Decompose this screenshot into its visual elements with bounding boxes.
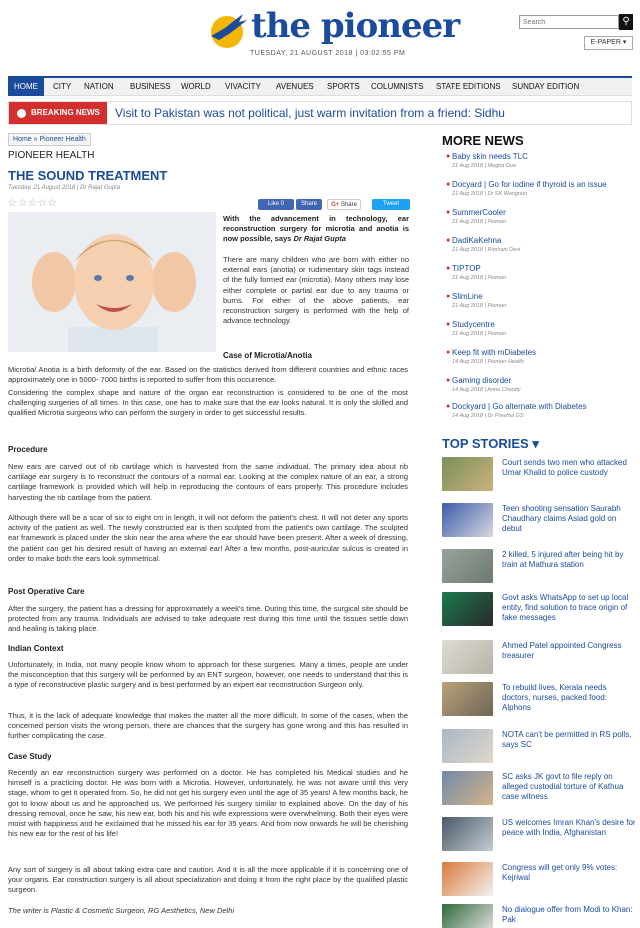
more-news-meta: 21 Aug 2018 | Pioneer	[452, 303, 507, 309]
search-input[interactable]	[519, 15, 619, 29]
article-paragraph: Although there will be a scar of six to eight cm in length, it will not deform the patient's chest. It will not deter any sports activity of the patient as well. The newly constructed ear is then sculpted from the patient's own cartilage. The sculpted ear framework is placed under the skin near the area where the ear should have been present. After a week of dressing, the patient can get his desired result of having an external ear! After a few months, post-auricular sulcus is created in order to make both the ears look symmetrical.	[8, 513, 408, 563]
more-news-item[interactable]	[446, 348, 634, 366]
more-news-title[interactable]: TIPTOP	[452, 264, 481, 273]
lead-text: With the advancement in technology, ear reconstruction surgery for microtia and anotia is now possible, says	[223, 214, 409, 244]
rating-stars[interactable]: ☆☆☆☆☆	[8, 198, 58, 209]
story-title[interactable]: No dialogue offer from Modi to Khan: Pak	[502, 905, 633, 924]
story-title[interactable]: US welcomes Imran Khan's desire for peace with India, Afghanistan	[502, 818, 636, 837]
story-title[interactable]: Court sends two men who attacked Umar Khalid to police custody	[502, 458, 627, 477]
google-plus-share-button[interactable]	[327, 199, 361, 210]
article-paragraph: Unfortunately, in India, not many people know whom to approach for these surgeries. Many a times, people are under the misconception that this surgery will be performed by an ENT surgeon, however, one needs to understand that this is a type of reconstructive plastic surgery and is best performed by an expert ear reconstruction Surgeon only.	[8, 660, 408, 690]
facebook-like-button[interactable]	[258, 199, 294, 210]
top-story-item[interactable]	[442, 682, 636, 722]
more-news-meta: 14 Aug 2018 | Pioneer Health	[452, 359, 524, 365]
epaper-dropdown[interactable]: E-PAPER ▾	[584, 36, 633, 50]
bullet-icon: ●	[446, 265, 451, 272]
main-nav	[8, 76, 632, 96]
share-label: Share	[300, 201, 317, 207]
top-story-item[interactable]	[442, 729, 636, 769]
more-news-item[interactable]	[446, 320, 634, 338]
more-news-title[interactable]: Baby skin needs TLC	[452, 152, 528, 161]
more-news-title[interactable]: Dockyard | Go alternate with Diabetes	[452, 402, 587, 411]
nav-world[interactable]: WORLD	[181, 82, 211, 91]
top-stories-heading[interactable]	[442, 436, 539, 452]
nav-sunday-edition[interactable]: SUNDAY EDITION	[512, 82, 580, 91]
article-paragraph: Considering the complex shape and nature of the organ ear reconstruction is considered to be one of the most challenging surgeries of all times. In this case, one has to make sure that the ear looks natural. It is only the skilled and qualified Microtia surgeons who can perform the surgery in order to get successful results.	[8, 388, 408, 418]
subheading-case: Case of Microtia/Anotia	[223, 351, 312, 360]
subheading-indian-context: Indian Context	[8, 644, 64, 653]
story-thumbnail[interactable]	[442, 640, 493, 674]
story-title[interactable]: Govt asks WhatsApp to set up local entity, find solution to trace origin of fake messages	[502, 593, 629, 622]
article-lead	[223, 214, 409, 245]
article-byline: Tuesday, 21 August 2018 | Dr Rajat Gupta	[8, 185, 121, 191]
alert-icon	[17, 109, 26, 118]
top-story-item[interactable]	[442, 592, 636, 632]
more-news-meta: 21 Aug 2018 | Pioneer	[452, 275, 507, 281]
story-title[interactable]: 2 killed, 5 injured after being hit by train at Mathura station	[502, 550, 624, 569]
nav-sports[interactable]: SPORTS	[327, 82, 360, 91]
more-news-heading: MORE NEWS	[442, 133, 524, 148]
top-story-item[interactable]	[442, 549, 636, 589]
article-paragraph: New ears are carved out of rib cartilage which is harvested from the same individual. The primary idea about rib cartilage ear surgery is to reconstruct the contours of a normal ear. Looking at the complex nature of an ear, a strong cartilage framework is provided which will help in reproducing the contours of ears properly. This procedure includes harvesting the rib cartilage from the patient.	[8, 462, 408, 502]
tweet-button[interactable]	[372, 199, 410, 210]
dateline: TUESDAY, 21 AUGUST 2018 | 03:02:55 PM	[250, 50, 406, 57]
story-title[interactable]: To rebuild lives, Kerala needs doctors, nurses, packed food: Alphons	[502, 683, 607, 712]
story-thumbnail[interactable]	[442, 904, 493, 928]
story-thumbnail[interactable]	[442, 549, 493, 583]
breaking-news-label: BREAKING NEWS	[31, 108, 100, 117]
nav-home[interactable]: HOME	[8, 78, 44, 96]
story-title[interactable]: Congress will get only 9% votes: Kejriwal	[502, 863, 618, 882]
bullet-icon: ●	[446, 293, 451, 300]
article-title: THE SOUND TREATMENT	[8, 168, 168, 183]
more-news-meta: 14 Aug 2018 | Dr Preetha GS	[452, 413, 524, 419]
story-thumbnail[interactable]	[442, 457, 493, 491]
more-news-title[interactable]: SlimLine	[452, 292, 483, 301]
breaking-news-bar	[8, 101, 632, 125]
like-label: Like 0	[267, 201, 284, 207]
story-title[interactable]: SC asks JK govt to file reply on alleged custodial torture of Kathua case witness	[502, 772, 624, 801]
breadcrumb-separator: »	[33, 136, 38, 143]
more-news-item[interactable]	[446, 208, 634, 226]
section-label: PIONEER HEALTH	[8, 150, 95, 161]
search-icon[interactable]: ⚲	[619, 14, 633, 30]
article-paragraph: Microtia/ Anotia is a birth deformity of the ear. Based on the statistics derived from different countries and ethnic races approximately one in 5000- 7000 births is reported to suffer from this occurrence.	[8, 365, 408, 385]
story-thumbnail[interactable]	[442, 729, 493, 763]
child-ears-illustration	[8, 212, 216, 352]
top-story-item[interactable]	[442, 862, 636, 902]
more-news-meta: 14 Aug 2018 | Anna Chandy	[452, 387, 521, 393]
top-story-item[interactable]	[442, 457, 636, 497]
more-news-title[interactable]: Keep fit with mDiabetes	[452, 348, 537, 357]
story-thumbnail[interactable]	[442, 862, 493, 896]
lead-author: Dr Rajat Gupta	[293, 234, 346, 244]
nav-business[interactable]: BUSINESS	[130, 82, 171, 91]
story-title[interactable]: Ahmed Patel appointed Congress treasurer	[502, 641, 622, 660]
more-news-item[interactable]	[446, 292, 634, 310]
article-paragraph: Any sort of surgery is all about taking extra care and caution. And it is all the more applicable if it is concerning one of your organs. Ear construction surgery is all about specialization and doing it from the right place by the qualified plastic surgeon.	[8, 865, 408, 895]
bullet-icon: ●	[446, 181, 451, 188]
story-thumbnail[interactable]	[442, 682, 493, 716]
bullet-icon: ●	[446, 321, 451, 328]
more-news-item[interactable]	[446, 236, 634, 254]
breaking-news-link[interactable]: Visit to Pakistan was not political, just warm invitation from a friend: Sidhu	[115, 106, 505, 120]
more-news-title[interactable]: Studycentre	[452, 320, 495, 329]
nav-nation[interactable]: NATION	[84, 82, 114, 91]
gplus-share-label: Share	[340, 202, 357, 208]
nav-columnists[interactable]: COLUMNISTS	[371, 82, 424, 91]
story-title[interactable]: NOTA can't be permitted in RS polls, says SC	[502, 730, 632, 749]
chevron-down-icon: ▾	[532, 436, 539, 451]
more-news-item[interactable]	[446, 264, 634, 282]
article-paragraph: Thus, it is the lack of adequate knowledge that makes the matter all the more difficult. In some of the cases, when the concerned person visits the wrong person, there are chances that the surgery has gone wrong and this has resulted in further complicating the case.	[8, 711, 408, 741]
breaking-news-badge	[9, 102, 107, 124]
more-news-item[interactable]	[446, 180, 634, 198]
nav-vivacity[interactable]: VIVACITY	[225, 82, 261, 91]
article-paragraph: After the surgery, the patient has a dressing for approximately a week's time. During this time, the surgical site should be protected from any trauma. Individuals are advised to take adequate rest during this time until the tissues settle down and healing is taking place.	[8, 604, 408, 634]
pioneer-logo[interactable]	[205, 6, 460, 52]
bullet-icon: ●	[446, 209, 451, 216]
bullet-icon: ●	[446, 153, 451, 160]
more-news-meta: 21 Aug 2018 | Megha Dua	[452, 163, 516, 169]
google-plus-icon: G+	[331, 202, 340, 208]
bullet-icon: ●	[446, 237, 451, 244]
nav-state-editions[interactable]: STATE EDITIONS	[436, 82, 501, 91]
more-news-title[interactable]: Docyard | Go for iodine if thyroid is an issue	[452, 180, 607, 189]
more-news-item[interactable]	[446, 376, 634, 394]
more-news-meta: 21 Aug 2018 | Roshani Devi	[452, 247, 521, 253]
top-story-item[interactable]	[442, 503, 636, 543]
nav-city[interactable]: CITY	[53, 82, 72, 91]
more-news-meta: 21 Aug 2018 | Pioneer	[452, 219, 507, 225]
top-story-item[interactable]	[442, 771, 636, 811]
top-story-item[interactable]	[442, 817, 636, 857]
breadcrumb	[8, 133, 91, 146]
article-paragraph: There are many children who are born with either no external ears (anotia) or rudimentary skin tags instead of the fully formed ear (microtia). Many others may lose either complete or partial ear due to any trauma or burns. For either of the above patients, ear reconstruction surgery is performed with the help of advance technology.	[223, 255, 409, 326]
story-title[interactable]: Teen shooting sensation Saurabh Chaudhary claims Asiad gold on debut	[502, 504, 621, 533]
article-paragraph: Recently an ear reconstruction surgery was performed on a doctor. He has completed his Medical studies and he himself is a practicing doctor. He was born with a Microtia. However, unfortunately, he was not aware until this very stage, whom to get it operated from. So, he did not get his surgery even until the age of 35 years! A few months back, he got to know about us and he approached us. We performed his surgery similar to explained above. On the day of his dressing removal, once he saw, his new ear, both his and his wife expressions were overwhelming. Both their eyes were moist with happiness and he exclaimed that he missed his ear for 35 years. And from now onwards he will be cherishing his new ear for the rest of his life!	[8, 768, 408, 839]
more-news-item[interactable]	[446, 152, 634, 170]
more-news-meta: 21 Aug 2018 | Pioneer	[452, 331, 507, 337]
article-photo	[8, 212, 216, 352]
tweet-label: Tweet	[382, 201, 399, 207]
more-news-title[interactable]: SummerCooler	[452, 208, 506, 217]
subheading-case-study: Case Study	[8, 752, 52, 761]
deer-logo-icon	[205, 10, 249, 50]
more-news-title[interactable]: Gaming disorder	[452, 376, 512, 385]
breadcrumb-home[interactable]: Home	[13, 136, 32, 143]
top-story-item[interactable]	[442, 640, 636, 680]
top-stories-label: TOP STORIES	[442, 436, 529, 451]
nav-avenues[interactable]: AVENUES	[276, 82, 314, 91]
story-thumbnail[interactable]	[442, 592, 493, 626]
more-news-title[interactable]: DadiKaKehna	[452, 236, 502, 245]
story-thumbnail[interactable]	[442, 817, 493, 851]
author-note: The writer is Plastic & Cosmetic Surgeon, RG Aesthetics, New Delhi	[8, 906, 235, 915]
subheading-procedure: Procedure	[8, 445, 48, 454]
top-story-item[interactable]	[442, 904, 636, 928]
bullet-icon: ●	[446, 403, 451, 410]
breadcrumb-section[interactable]: Pioneer Health	[39, 136, 86, 143]
bullet-icon: ●	[446, 377, 451, 384]
story-thumbnail[interactable]	[442, 771, 493, 805]
more-news-meta: 21 Aug 2018 | Dr SK Wangnoo	[452, 191, 528, 197]
bullet-icon: ●	[446, 349, 451, 356]
logo-text: the pioneer	[251, 6, 460, 46]
more-news-item[interactable]	[446, 402, 634, 420]
facebook-share-button[interactable]	[296, 199, 322, 210]
subheading-post-operative: Post Operative Care	[8, 587, 85, 596]
story-thumbnail[interactable]	[442, 503, 493, 537]
